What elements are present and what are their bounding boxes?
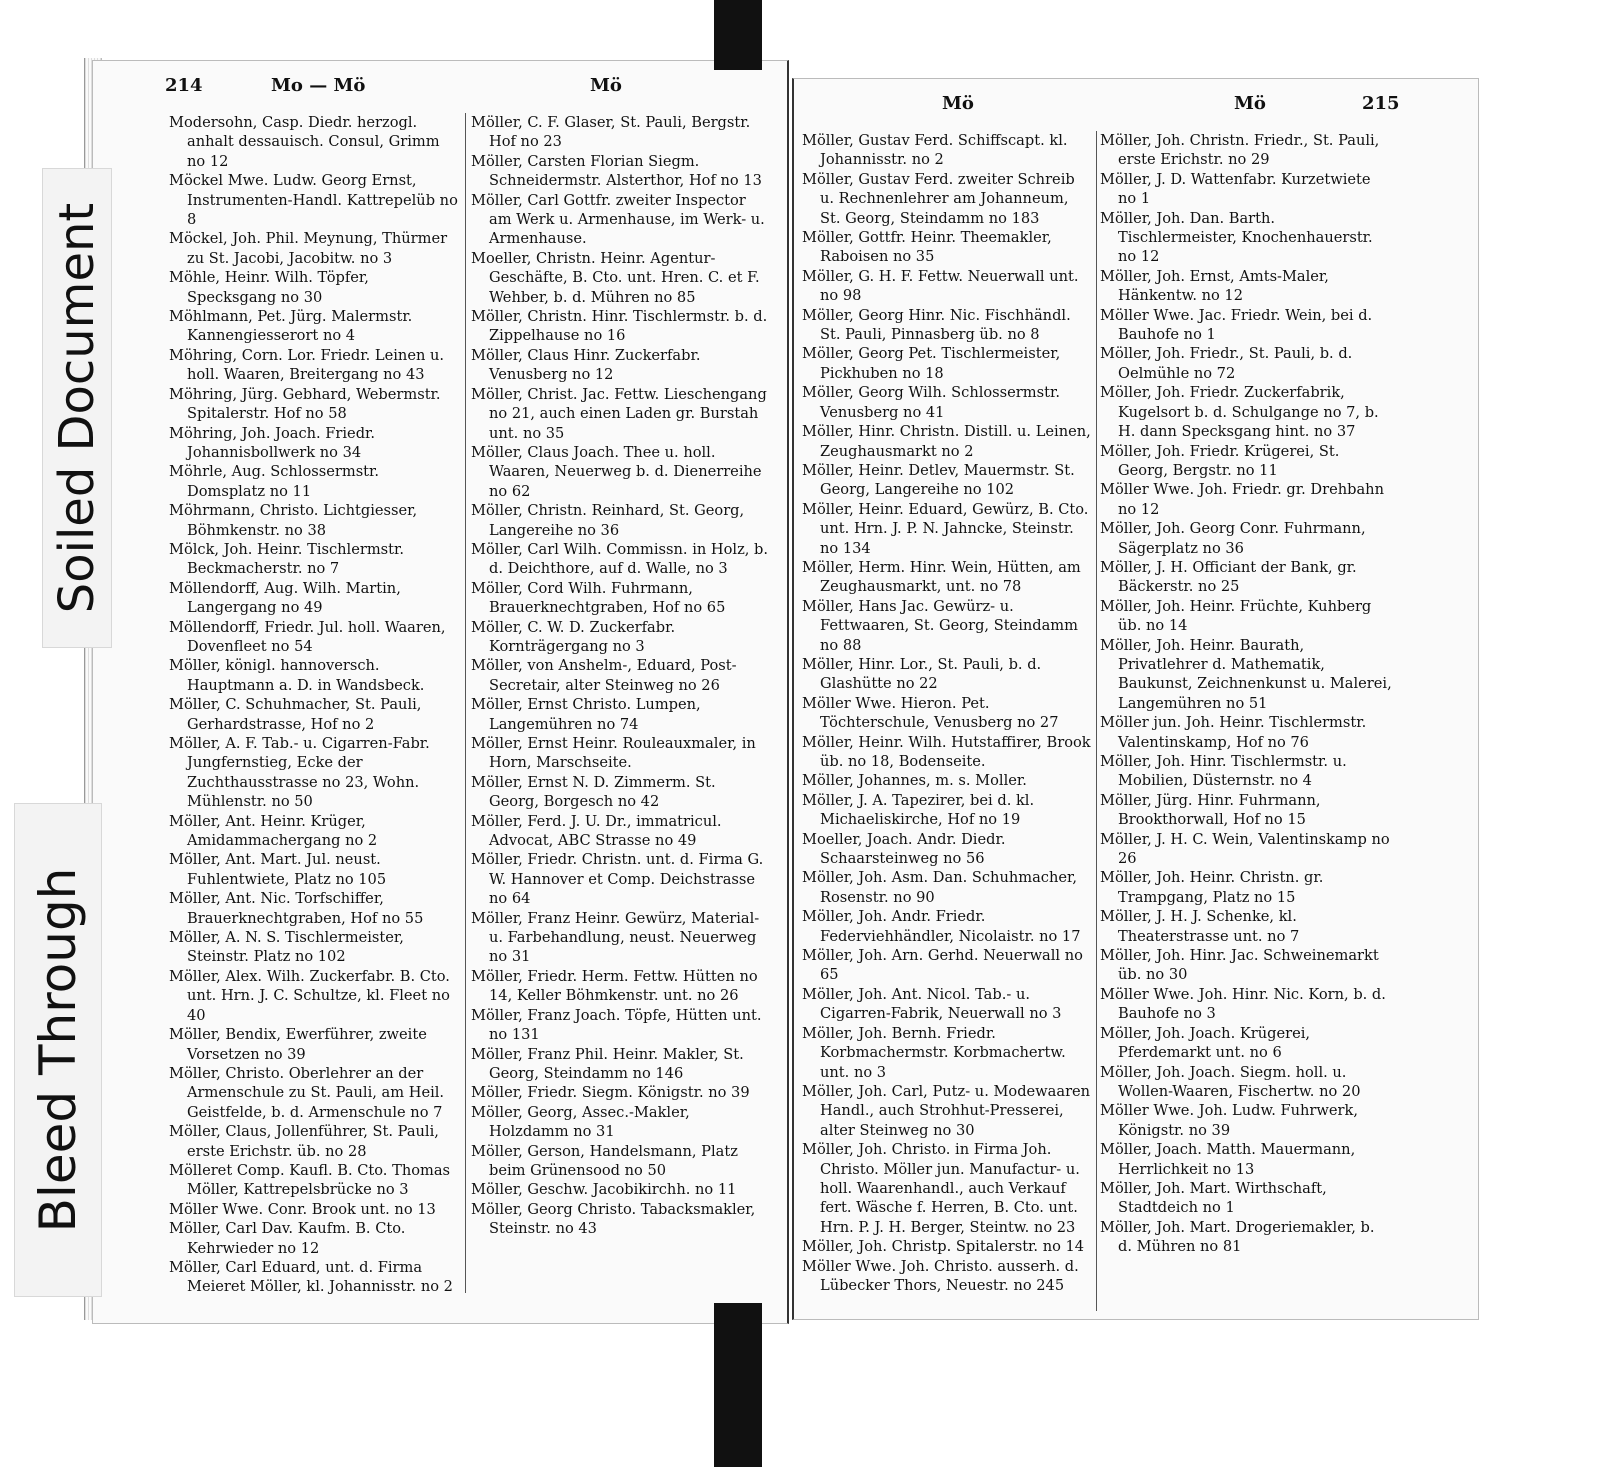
directory-entry: Möller, Joh. Asm. Dan. Schuhmacher, Rosenstr. no 90 [802, 869, 1078, 906]
directory-entry: Möller, Jürg. Hinr. Fuhrmann, Brookthorwall, Hof no 15 [1100, 791, 1321, 829]
directory-entry: Möller, Joh. Ant. Nicol. Tab.- u. Cigarren-Fabrik, Neuerwall no 3 [802, 985, 1062, 1023]
directory-entry: Möller, Joh. Friedr. Krügerei, St. Georg, Bergstr. no 11 [1100, 442, 1340, 479]
directory-entry: Möller, Ernst N. D. Zimmerm. St. Georg, Borgesch no 42 [471, 773, 716, 811]
directory-entry: Möller, Joh. Hinr. Tischlermstr. u. Mobilien, Düsternstr. no 4 [1100, 753, 1347, 790]
directory-entry: Möller, Joh. Arn. Gerhd. Neuerwall no 65 [802, 947, 1083, 984]
directory-entry: Möller Wwe. Jac. Friedr. Wein, bei d. Bauhofe no 1 [1100, 306, 1373, 344]
directory-entry: Möller, Franz Heinr. Gewürz, Material- u. Farbehandlung, neust. Neuerweg no 31 [471, 909, 760, 966]
directory-entry: Möller, Joh. Christn. Friedr., St. Pauli, erste Erichstr. no 29 [1100, 132, 1380, 169]
directory-entry: Möller, Joh. Dan. Barth. Tischlermeister, Knochenhauerstr. no 12 [1100, 209, 1373, 266]
left-page-column-2 [471, 113, 769, 1239]
directory-entry: Möller, Georg Hinr. Nic. Fischhändl. St. Pauli, Pinnasberg üb. no 8 [802, 306, 1071, 344]
directory-entry: Möller, Joh. Joach. Siegm. holl. u. Wollen-Waaren, Fischertw. no 20 [1100, 1063, 1361, 1100]
page-number-left: 214 [165, 75, 203, 96]
directory-entry: Möller, Gustav Ferd. Schiffscapt. kl. Johannisstr. no 2 [802, 132, 1068, 169]
directory-entry: Möller, Claus Hinr. Zuckerfabr. Venusberg no 12 [471, 346, 701, 384]
directory-entry: Möller, Carsten Florian Siegm. Schneidermstr. Alsterthor, Hof no 13 [471, 152, 762, 190]
directory-entry: Möller, Georg Wilh. Schlossermstr. Venusberg no 41 [802, 384, 1060, 421]
right-page [792, 78, 1479, 1320]
directory-entry: Möller, Joh. Mart. Drogeriemakler, b. d. Mühren no 81 [1100, 1218, 1375, 1256]
directory-entry: Möller, Gottfr. Heinr. Theemakler, Raboisen no 35 [802, 229, 1052, 266]
directory-entry: Möller, Christn. Hinr. Tischlermstr. b. d. Zippelhause no 16 [471, 308, 768, 345]
bleed-through-label [14, 803, 102, 1297]
directory-entry: Moeller, Christn. Heinr. Agentur-Geschäfte, B. Cto. unt. Hren. C. et F. Wehber, b. d. Mühren no 85 [471, 249, 760, 306]
directory-entry: Möller, Franz Phil. Heinr. Makler, St. Georg, Steindamm no 146 [471, 1045, 744, 1082]
right-page-column-1 [802, 131, 1092, 1295]
directory-entry: Möller, J. D. Wattenfabr. Kurzetwiete no 1 [1100, 170, 1371, 208]
left-head-right: Mö [942, 93, 974, 114]
directory-entry: Möhlmann, Pet. Jürg. Malermstr. Kannengiesserort no 4 [169, 308, 413, 345]
soiled-document-text: Soiled Document [49, 202, 105, 614]
directory-entry: Möller, Joh. Christo. in Firma Joh. Christo. Möller jun. Manufactur- u. holl. Waarenhandl., auch Verkauf fert. Wäsche f. Herren, B. Cto. unt. Hrn. P. J. H. Berger, Steintw. no 23 [802, 1141, 1080, 1236]
directory-entry: Möller, Joh. Heinr. Christn. gr. Trampgang, Platz no 15 [1100, 869, 1324, 906]
directory-entry: Möller, J. A. Tapezirer, bei d. kl. Michaeliskirche, Hof no 19 [802, 791, 1035, 829]
soiled-document-label [42, 168, 112, 648]
directory-entry: Möller, Carl Wilh. Commissn. in Holz, b. d. Deichthore, auf d. Walle, no 3 [471, 540, 769, 578]
left-page-header [93, 75, 787, 105]
directory-entry: Möckel, Joh. Phil. Meynung, Thürmer zu St. Jacobi, Jacobitw. no 3 [169, 230, 448, 267]
directory-entry: Möller, J. H. Officiant der Bank, gr. Bäckerstr. no 25 [1100, 558, 1357, 596]
directory-entry: Möller, Alex. Wilh. Zuckerfabr. B. Cto. unt. Hrn. J. C. Schultze, kl. Fleet no 40 [169, 967, 450, 1024]
directory-entry: Möller, Ant. Mart. Jul. neust. Fuhlentwiete, Platz no 105 [169, 851, 387, 888]
directory-entry: Möhrmann, Christo. Lichtgiesser, Böhmkenstr. no 38 [169, 502, 418, 539]
directory-entry: Möller, Georg Pet. Tischlermeister, Pickhuben no 18 [802, 345, 1061, 382]
directory-entry: Moeller, Joach. Andr. Diedr. Schaarsteinweg no 56 [802, 830, 1006, 868]
directory-entry: Möller Wwe. Joh. Ludw. Fuhrwerk, Königstr. no 39 [1100, 1102, 1358, 1139]
directory-entry: Möller, Joh. Mart. Wirthschaft, Stadtdeich no 1 [1100, 1179, 1327, 1217]
right-page-column-2 [1100, 131, 1392, 1257]
directory-entry: Möller, Friedr. Siegm. Königstr. no 39 [471, 1084, 750, 1102]
right-head-right: Mö [1234, 93, 1266, 114]
directory-entry: Möhring, Corn. Lor. Friedr. Leinen u. holl. Waaren, Breitergang no 43 [169, 346, 445, 384]
directory-entry: Möhring, Joh. Joach. Friedr. Johannisbollwerk no 34 [169, 424, 376, 461]
directory-entry: Möller, Joh. Bernh. Friedr. Korbmachermstr. Korbmachertw. unt. no 3 [802, 1024, 1066, 1081]
directory-entry: Möller, C. F. Glaser, St. Pauli, Bergstr. Hof no 23 [471, 114, 751, 151]
directory-entry: Möller, Carl Gottfr. zweiter Inspector am Werk u. Armenhause, im Werk- u. Armenhause. [471, 191, 765, 248]
directory-entry: Möller, Joh. Joach. Krügerei, Pferdemarkt unt. no 6 [1100, 1024, 1311, 1062]
directory-entry: Modersohn, Casp. Diedr. herzogl. anhalt dessauisch. Consul, Grimm no 12 [169, 114, 440, 170]
directory-entry: Möllendorff, Aug. Wilh. Martin, Langergang no 49 [169, 579, 401, 617]
directory-entry: Möller, Hinr. Christn. Distill. u. Leinen, Zeughausmarkt no 2 [802, 423, 1091, 460]
directory-entry: Möller, Heinr. Wilh. Hutstaffirer, Brook üb. no 18, Bodenseite. [802, 733, 1091, 770]
directory-entry: Möller, Joh. Carl, Putz- u. Modewaaren Handl., auch Strohhut-Presserei, alter Steinweg no 30 [802, 1082, 1091, 1139]
directory-entry: Möller Wwe. Conr. Brook unt. no 13 [169, 1200, 436, 1218]
left-page [92, 60, 789, 1324]
directory-entry: Möller Wwe. Joh. Hinr. Nic. Korn, b. d. Bauhofe no 3 [1100, 985, 1386, 1023]
directory-entry: Möller, Joh. Georg Conr. Fuhrmann, Sägerplatz no 36 [1100, 520, 1366, 557]
directory-entry: Möller, Joh. Andr. Friedr. Federviehhändler, Nicolaistr. no 17 [802, 908, 1081, 945]
directory-entry: Möller, C. W. D. Zuckerfabr. Kornträgergang no 3 [471, 618, 676, 655]
directory-entry: Möller, J. H. C. Wein, Valentinskamp no 26 [1100, 830, 1390, 868]
directory-entry: Möller, Geschw. Jacobikirchh. no 11 [471, 1181, 737, 1199]
directory-entry: Möckel Mwe. Ludw. Georg Ernst, Instrumenten-Handl. Kattrepelüb no 8 [169, 172, 458, 229]
directory-entry: Möllendorff, Friedr. Jul. holl. Waaren, Dovenfleet no 54 [169, 618, 446, 655]
directory-entry: Möller, C. Schuhmacher, St. Pauli, Gerhardstrasse, Hof no 2 [169, 696, 422, 733]
page-number-right: 215 [1362, 93, 1400, 114]
directory-entry: Möller, Ferd. J. U. Dr., immatricul. Advocat, ABC Strasse no 49 [471, 812, 722, 850]
directory-entry: Möller, Joh. Ernst, Amts-Maler, Hänkentw. no 12 [1100, 267, 1329, 305]
directory-entry: Mölleret Comp. Kaufl. B. Cto. Thomas Möller, Kattrepelsbrücke no 3 [169, 1161, 451, 1199]
directory-entry: Möller, Ernst Christo. Lumpen, Langemühren no 74 [471, 696, 701, 733]
directory-entry: Mölck, Joh. Heinr. Tischlermstr. Beckmacherstr. no 7 [169, 540, 405, 578]
column-divider [1096, 131, 1097, 1311]
directory-entry: Möller, königl. hannoversch. Hauptmann a. D. in Wandsbeck. [169, 657, 425, 694]
directory-entry: Möller, Claus Joach. Thee u. holl. Waaren, Neuerweg b. d. Dienerreihe no 62 [471, 443, 762, 500]
directory-entry: Möller, Carl Eduard, unt. d. Firma Meieret Möller, kl. Johannisstr. no 2 [169, 1258, 453, 1296]
directory-entry: Möller, Ant. Heinr. Krüger, Amidammachergang no 2 [169, 812, 378, 850]
directory-entry: Möller, Heinr. Eduard, Gewürz, B. Cto. unt. Hrn. J. P. N. Jahncke, Steinstr. no 134 [802, 500, 1089, 557]
column-divider [465, 113, 466, 1293]
directory-entry: Möller, Franz Joach. Töpfe, Hütten unt. no 131 [471, 1006, 762, 1044]
directory-entry: Möller, Carl Dav. Kaufm. B. Cto. Kehrwieder no 12 [169, 1220, 406, 1257]
directory-entry: Möller Wwe. Hieron. Pet. Töchterschule, Venusberg no 27 [802, 694, 1059, 732]
directory-entry: Möller, Joh. Hinr. Jac. Schweinemarkt üb. no 30 [1100, 947, 1379, 984]
directory-entry: Möller, Ernst Heinr. Rouleauxmaler, in Horn, Marschseite. [471, 735, 756, 772]
directory-entry: Möller, Joh. Friedr. Zuckerfabrik, Kugelsort b. d. Schulgange no 7, b. H. dann Specksgang hint. no 37 [1100, 384, 1379, 441]
directory-entry: Möller, Joach. Matth. Mauermann, Herrlichkeit no 13 [1100, 1141, 1356, 1178]
directory-entry: Möller Wwe. Joh. Friedr. gr. Drehbahn no 12 [1100, 481, 1384, 518]
binder-strip-bottom [714, 1303, 762, 1467]
directory-entry: Möller, Hans Jac. Gewürz- u. Fettwaaren, St. Georg, Steindamm no 88 [802, 597, 1078, 654]
directory-entry: Möller, A. N. S. Tischlermeister, Steinstr. Platz no 102 [169, 929, 404, 966]
bleed-through-text: Bleed Through [29, 867, 87, 1233]
directory-entry: Möller, Bendix, Ewerführer, zweite Vorsetzen no 39 [169, 1026, 427, 1063]
directory-entry: Möhrle, Aug. Schlossermstr. Domsplatz no 11 [169, 463, 380, 500]
directory-entry: Möller, Joh. Heinr. Früchte, Kuhberg üb. no 14 [1100, 597, 1372, 635]
directory-entry: Möller, Christo. Oberlehrer an der Armenschule zu St. Pauli, am Heil. Geistfelde, b. d. Armenschule no 7 [169, 1064, 445, 1121]
directory-entry: Möller, Joh. Christp. Spitalerstr. no 14 [802, 1238, 1085, 1256]
running-head-left: Mo — Mö [271, 75, 366, 96]
directory-entry: Möller, Friedr. Herm. Fettw. Hütten no 14, Keller Böhmkenstr. unt. no 26 [471, 967, 758, 1005]
directory-entry: Möller, Johannes, m. s. Moller. [802, 772, 1027, 790]
left-page-column-1 [169, 113, 459, 1297]
directory-entry: Möller, Joh. Friedr., St. Pauli, b. d. Oelmühle no 72 [1100, 345, 1353, 382]
directory-entry: Möller, Friedr. Christn. unt. d. Firma G. W. Hannover et Comp. Deichstrasse no 64 [471, 851, 764, 908]
directory-entry: Möller, Georg Christo. Tabacksmakler, Steinstr. no 43 [471, 1200, 756, 1238]
directory-entry: Möller, Gerson, Handelsmann, Platz beim Grünensood no 50 [471, 1142, 738, 1179]
directory-entry: Möller, J. H. J. Schenke, kl. Theaterstrasse unt. no 7 [1100, 908, 1300, 945]
directory-entry: Möller, Georg, Assec.-Makler, Holzdamm no 31 [471, 1103, 690, 1141]
directory-entry: Möller, Christ. Jac. Fettw. Lieschengang no 21, auch einen Laden gr. Burstah unt. no 35 [471, 385, 767, 442]
right-page-header [794, 93, 1478, 123]
directory-entry: Möller, Christn. Reinhard, St. Georg, Langereihe no 36 [471, 502, 745, 539]
binder-strip-top [714, 0, 762, 70]
directory-entry: Möller Wwe. Joh. Christo. ausserh. d. Lübecker Thors, Neuestr. no 245 [802, 1257, 1079, 1294]
directory-entry: Möller, Hinr. Lor., St. Pauli, b. d. Glashütte no 22 [802, 655, 1042, 693]
directory-entry: Möller, Gustav Ferd. zweiter Schreib u. Rechnenlehrer am Johanneum, St. Georg, Steindamm no 183 [802, 170, 1075, 227]
directory-entry: Möller, Cord Wilh. Fuhrmann, Brauerknechtgraben, Hof no 65 [471, 579, 726, 617]
directory-entry: Möller, Claus, Jollenführer, St. Pauli, erste Erichstr. üb. no 28 [169, 1123, 439, 1160]
center-head-left: Mö [590, 75, 622, 96]
directory-entry: Möller, A. F. Tab.- u. Cigarren-Fabr. Jungfernstieg, Ecke der Zuchthausstrasse no 23, Wohn. Mühlenstr. no 50 [169, 735, 430, 811]
directory-entry: Möller, G. H. F. Fettw. Neuerwall unt. no 98 [802, 267, 1079, 305]
directory-entry: Möller, Joh. Heinr. Baurath, Privatlehrer d. Mathematik, Baukunst, Zeichnenkunst u. Malerei, Langemühren no 51 [1100, 636, 1392, 712]
directory-entry: Möller, Herm. Hinr. Wein, Hütten, am Zeughausmarkt, unt. no 78 [802, 558, 1081, 596]
directory-entry: Möller jun. Joh. Heinr. Tischlermstr. Valentinskamp, Hof no 76 [1100, 714, 1367, 751]
directory-entry: Möhring, Jürg. Gebhard, Webermstr. Spitalerstr. Hof no 58 [169, 385, 441, 423]
directory-entry: Möller, Heinr. Detlev, Mauermstr. St. Georg, Langereihe no 102 [802, 461, 1075, 499]
directory-entry: Möller, Ant. Nic. Torfschiffer, Brauerknechtgraben, Hof no 55 [169, 890, 424, 927]
directory-entry: Möller, von Anshelm-, Eduard, Post-Secretair, alter Steinweg no 26 [471, 657, 737, 694]
directory-entry: Möhle, Heinr. Wilh. Töpfer, Specksgang no 30 [169, 269, 369, 306]
